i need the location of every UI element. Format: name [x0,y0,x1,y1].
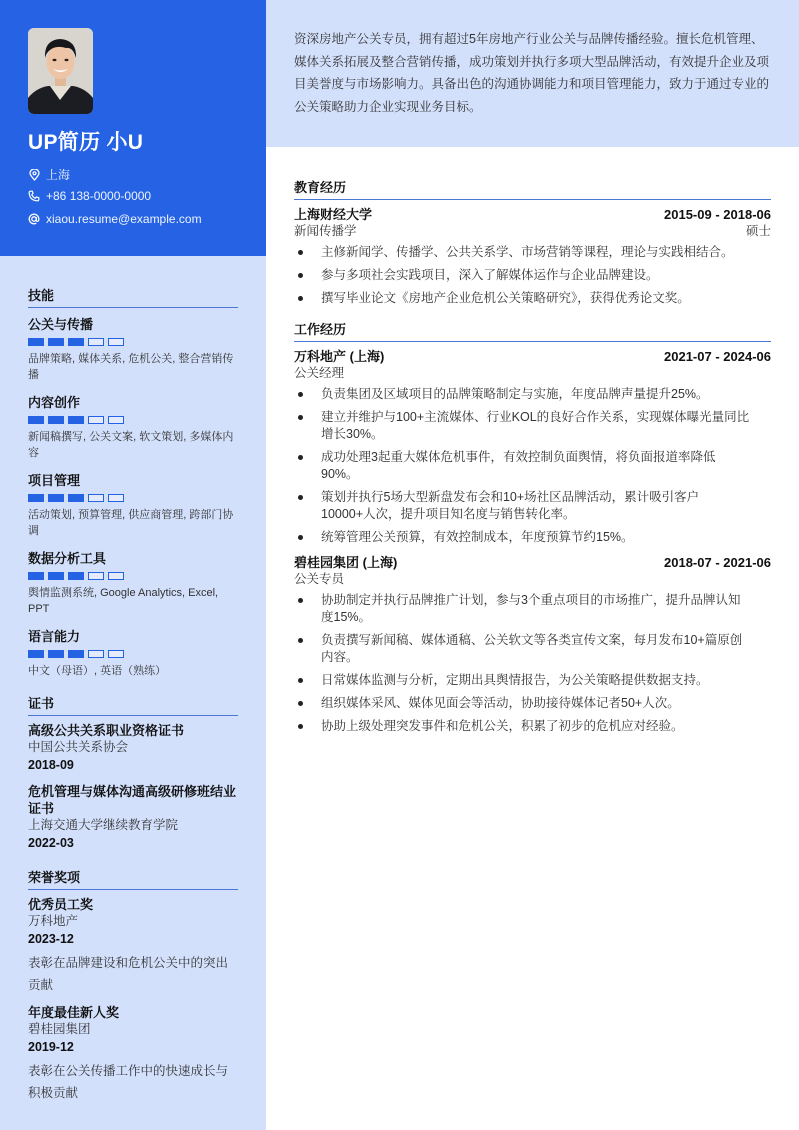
contact-phone [28,189,151,203]
award-item [28,1004,238,1104]
bullet-item: 撰写毕业论文《房地产企业危机公关策略研究》，获得优秀论文奖。 [294,290,771,307]
bullet-item: 参与多项社会实践项目，深入了解媒体运作与企业品牌建设。 [294,267,771,284]
bullet-item: 协助制定并执行品牌推广计划，参与3个重点项目的市场推广，提升品牌认知度15%。 [294,592,771,626]
main-content [294,177,771,747]
certificate-date: 2018-09 [28,758,74,772]
level-segment-filled [68,572,84,580]
location-text: 上海 [46,168,71,182]
bullet-item: 负责集团及区域项目的品牌策略制定与实施，年度品牌声量提升25%。 [294,386,771,403]
awards-heading: 荣誉奖项 [28,867,238,890]
work-entry [294,348,771,546]
work-section [294,319,771,735]
skill-name: 内容创作 [28,395,81,410]
job-title: 公关专员 [294,572,345,586]
skill-level-bar [28,572,238,580]
work-dates: 2018-07 - 2021-06 [664,555,771,570]
award-date: 2019-12 [28,1040,74,1054]
award-title: 优秀员工奖 [28,897,94,912]
skill-desc: 活动策划, 预算管理, 供应商管理, 跨部门协调 [28,509,234,537]
major: 新闻传播学 [294,224,357,238]
award-desc: 表彰在公关传播工作中的快速成长与积极贡献 [28,1064,229,1100]
award-date: 2023-12 [28,932,74,946]
certificate-date: 2022-03 [28,836,74,850]
skill-level-bar [28,338,238,346]
company-name: 万科地产 (上海) [294,349,385,364]
bullet-item: 日常媒体监测与分析，定期出具舆情报告，为公关策略提供数据支持。 [294,672,771,689]
level-segment-empty [88,650,104,658]
skill-name: 公关与传播 [28,317,94,332]
phone-text: +86 138-0000-0000 [46,189,152,203]
company-name: 碧桂园集团 (上海) [294,555,398,570]
level-segment-filled [28,650,44,658]
phone-icon [28,190,40,202]
level-segment-empty [88,572,104,580]
skill-level-bar [28,416,238,424]
certificate-item [28,783,238,853]
summary-panel [266,0,799,147]
school-name: 上海财经大学 [294,207,373,222]
level-segment-filled [48,650,64,658]
skill-desc: 舆情监测系统, Google Analytics, Excel, PPT [28,587,219,615]
map-pin-icon [28,169,40,181]
work-dates: 2021-07 - 2024-06 [664,349,771,364]
level-segment-empty [88,494,104,502]
award-desc: 表彰在品牌建设和危机公关中的突出贡献 [28,956,229,992]
level-segment-empty [88,338,104,346]
level-segment-filled [48,416,64,424]
certificate-title: 高级公共关系职业资格证书 [28,723,185,738]
skill-item [28,548,238,617]
skill-level-bar [28,650,238,658]
bullet-item: 主修新闻学、传播学、公共关系学、市场营销等课程，理论与实践相结合。 [294,244,771,261]
level-segment-filled [28,416,44,424]
certificate-issuer: 上海交通大学继续教育学院 [28,818,179,832]
skill-name: 语言能力 [28,629,81,644]
level-segment-empty [108,494,124,502]
level-segment-empty [108,416,124,424]
level-segment-empty [108,338,124,346]
at-sign-icon [28,213,40,225]
bullet-item: 组织媒体采风、媒体见面会等活动，协助接待媒体记者50+人次。 [294,695,771,712]
certificates-heading: 证书 [28,693,238,716]
award-issuer: 万科地产 [28,914,79,928]
bullet-item: 建立并维护与100+主流媒体、行业KOL的良好合作关系，实现媒体曝光量同比增长30%。 [294,409,771,443]
education-entry [294,206,771,307]
summary-text: 资深房地产公关专员，拥有超过5年房地产行业公关与品牌传播经验。擅长危机管理、媒体关系拓展及整合营销传播，成功策划并执行多项大型品牌活动，有效提升企业及项目美誉度与市场影响力。具备出色的沟通协调能力和项目管理能力，致力于通过专业的公关策略助力企业实现业务目标。 [294,32,770,114]
bullet-item: 策划并执行5场大型新盘发布会和10+场社区品牌活动，累计吸引客户10000+人次，提升项目知名度与销售转化率。 [294,489,771,523]
level-segment-filled [68,416,84,424]
skill-item [28,470,238,539]
level-segment-empty [108,650,124,658]
certificate-item [28,722,238,775]
level-segment-filled [48,572,64,580]
work-bullets [294,592,771,735]
level-segment-empty [88,416,104,424]
job-title: 公关经理 [294,366,345,380]
skills-list [28,314,238,679]
skill-name: 项目管理 [28,473,81,488]
skill-name: 数据分析工具 [28,551,107,566]
contact-email[interactable] [28,212,202,226]
education-dates: 2015-09 - 2018-06 [664,207,771,222]
skill-level-bar [28,494,238,502]
sidebar-content [28,285,238,1112]
email-text[interactable]: xiaou.resume@example.com [46,212,202,226]
candidate-name: UP简历 小U [28,131,144,154]
award-title: 年度最佳新人奖 [28,1005,120,1020]
level-segment-filled [28,338,44,346]
sidebar [0,0,266,1130]
skills-heading: 技能 [28,285,238,308]
bullet-item: 协助上级处理突发事件和危机公关，积累了初步的危机应对经验。 [294,718,771,735]
education-section [294,177,771,307]
level-segment-filled [68,494,84,502]
skill-item [28,392,238,461]
level-segment-filled [48,494,64,502]
skill-item [28,314,238,383]
work-bullets [294,386,771,546]
profile-header [0,0,266,256]
level-segment-filled [68,650,84,658]
certificate-issuer: 中国公共关系协会 [28,740,129,754]
work-heading: 工作经历 [294,319,771,342]
avatar-photo [28,28,93,114]
degree: 硕士 [745,224,771,238]
level-segment-empty [108,572,124,580]
level-segment-filled [28,494,44,502]
bullet-item: 成功处理3起重大媒体危机事件，有效控制负面舆情，将负面报道率降低90%。 [294,449,771,483]
certificate-title: 危机管理与媒体沟通高级研修班结业证书 [28,784,237,816]
award-issuer: 碧桂园集团 [28,1022,91,1036]
bullet-item: 负责撰写新闻稿、媒体通稿、公关软文等各类宣传文案，每月发布10+篇原创内容。 [294,632,771,666]
award-item [28,896,238,996]
education-bullets [294,244,771,307]
skill-item [28,626,238,679]
skill-desc: 中文（母语）, 英语（熟练） [28,665,167,677]
contact-location [28,166,70,183]
level-segment-filled [48,338,64,346]
work-entry [294,554,771,735]
level-segment-filled [28,572,44,580]
level-segment-filled [68,338,84,346]
skill-desc: 新闻稿撰写, 公关文案, 软文策划, 多媒体内容 [28,431,234,459]
skill-desc: 品牌策略, 媒体关系, 危机公关, 整合营销传播 [28,353,234,381]
bullet-item: 统筹管理公关预算，有效控制成本，年度预算节约15%。 [294,529,771,546]
education-heading: 教育经历 [294,177,771,200]
